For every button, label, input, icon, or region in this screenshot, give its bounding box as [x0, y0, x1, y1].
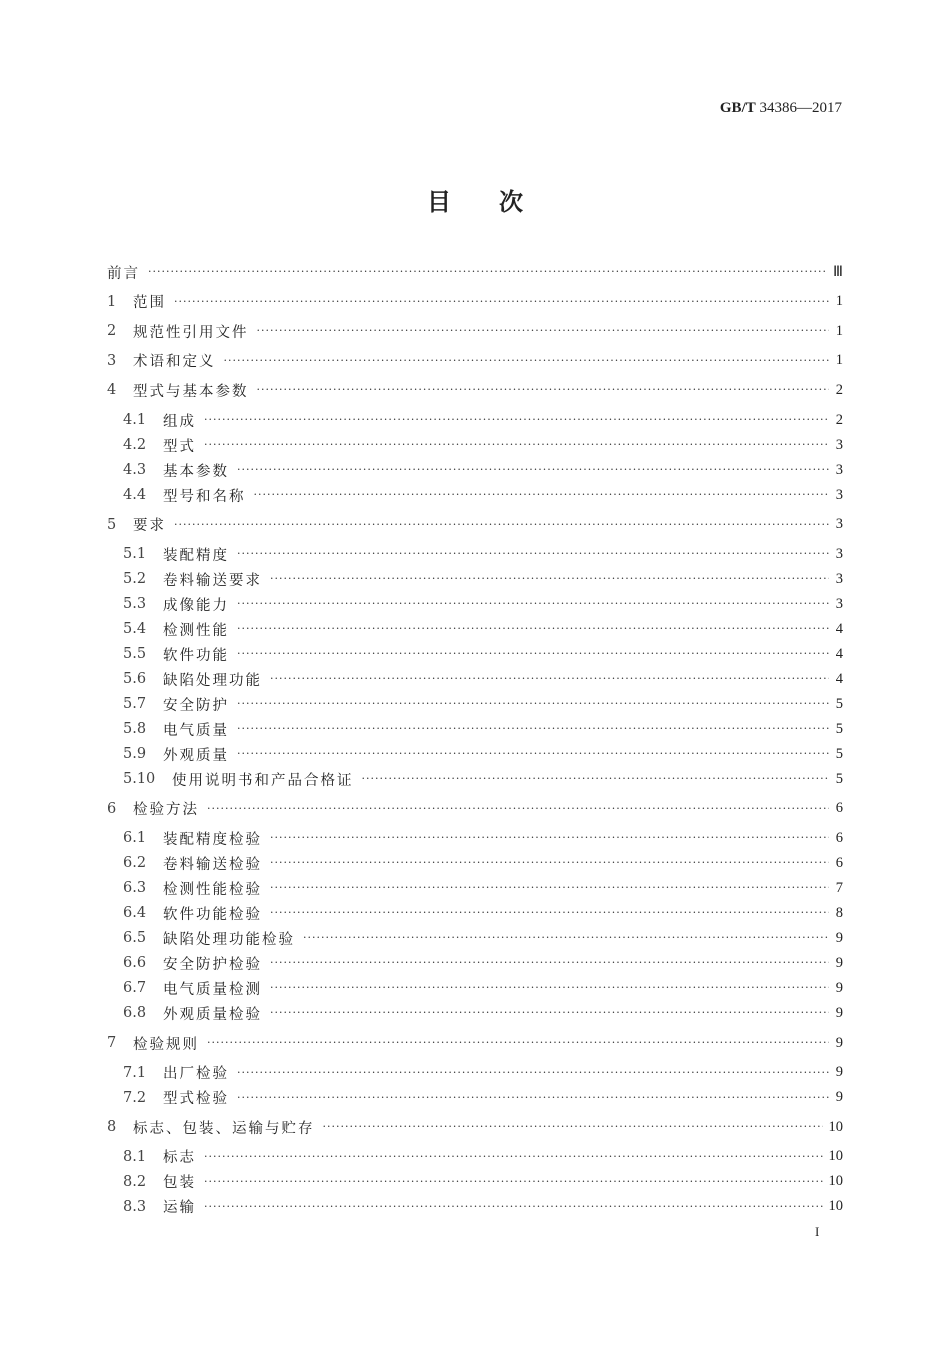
dot-leader: [174, 515, 829, 535]
toc-entry[interactable]: [123, 953, 843, 973]
toc-entry[interactable]: [107, 380, 843, 400]
dot-leader: [270, 569, 829, 589]
toc-entry-title: 要求: [133, 518, 166, 535]
toc-entry-title: 卷料输送要求: [163, 572, 262, 589]
toc-entry-page: 1: [835, 322, 843, 339]
toc-entry-page: 6: [835, 829, 843, 846]
toc-entry[interactable]: [123, 1088, 843, 1108]
toc-entry[interactable]: [107, 292, 843, 312]
toc-entry-number: 8.2: [123, 1173, 147, 1190]
toc-entry-number: 6: [107, 800, 117, 817]
toc-entry[interactable]: [107, 799, 843, 819]
toc-entry-title: 运输: [163, 1200, 196, 1217]
toc-entry-number: 6.3: [123, 880, 147, 897]
toc-entry[interactable]: [107, 515, 843, 535]
dot-leader: [237, 460, 829, 480]
toc-entry-number: 1: [107, 293, 117, 310]
toc-entry-number: 8: [107, 1119, 117, 1136]
toc-entry[interactable]: [123, 744, 843, 764]
dot-leader: [303, 928, 829, 948]
toc-entry-number: 5.6: [123, 671, 147, 688]
toc-entry-page: 1: [835, 293, 843, 310]
toc-entry-page: 8: [835, 904, 843, 921]
toc-entry-title: 标志、包装、运输与贮存: [133, 1120, 315, 1137]
dot-leader: [237, 744, 829, 764]
dot-leader: [148, 262, 827, 282]
toc-entry[interactable]: [107, 262, 843, 282]
toc-entry-page: 10: [828, 1173, 843, 1190]
toc-entry-number: 6.6: [123, 955, 147, 972]
toc-entry-title: 软件功能检验: [163, 906, 262, 923]
toc-entry-page: 9: [835, 1064, 843, 1081]
toc-entry-page: 2: [835, 381, 843, 398]
toc-entry-number: 5.3: [123, 596, 147, 613]
toc-entry-number: 5.5: [123, 646, 147, 663]
toc-entry-number: 5.2: [123, 571, 147, 588]
toc-entry-number: 5.10: [123, 771, 156, 788]
toc-entry-title: 前言: [107, 265, 140, 282]
toc-entry-number: 6.7: [123, 980, 147, 997]
toc-entry[interactable]: [123, 878, 843, 898]
toc-entry-page: 2: [835, 411, 843, 428]
dot-leader: [270, 853, 829, 873]
toc-entry-title: 缺陷处理功能检验: [163, 931, 295, 948]
toc-entry-number: 5.8: [123, 721, 147, 738]
dot-leader: [174, 292, 829, 312]
toc-entry-title: 软件功能: [163, 647, 229, 664]
toc-entry-title: 外观质量检验: [163, 1006, 262, 1023]
dot-leader: [204, 1147, 823, 1167]
toc-entry-page: 3: [835, 595, 843, 612]
toc-entry[interactable]: [123, 485, 843, 505]
toc-entry-title: 型式与基本参数: [133, 383, 249, 400]
toc-entry-page: 9: [835, 1034, 843, 1051]
toc-entry-page: 5: [835, 745, 843, 762]
toc-entry-title: 出厂检验: [163, 1066, 229, 1083]
dot-leader: [237, 1063, 829, 1083]
toc-entry-title: 电气质量检测: [163, 981, 262, 998]
toc-entry-title: 卷料输送检验: [163, 856, 262, 873]
dot-leader: [270, 978, 829, 998]
toc-entry-page: 5: [835, 770, 843, 787]
toc-entry-title: 规范性引用文件: [133, 324, 249, 341]
toc-entry[interactable]: [123, 1197, 843, 1217]
toc-entry-title: 装配精度检验: [163, 831, 262, 848]
toc-entry-number: 6.5: [123, 930, 147, 947]
toc-entry-number: 4.3: [123, 462, 147, 478]
toc-entry[interactable]: [123, 644, 843, 664]
dot-leader: [204, 435, 829, 455]
dot-leader: [237, 694, 829, 714]
dot-leader: [224, 351, 830, 371]
dot-leader: [237, 1088, 829, 1108]
toc-entry[interactable]: [123, 1063, 843, 1083]
toc-entry[interactable]: [123, 828, 843, 848]
toc-entry[interactable]: [123, 719, 843, 739]
dot-leader: [270, 1003, 829, 1023]
toc-entry[interactable]: [123, 928, 843, 948]
toc-entry[interactable]: [123, 978, 843, 998]
toc-entry-page: 9: [835, 1004, 843, 1021]
dot-leader: [237, 719, 829, 739]
toc-entry[interactable]: [123, 1003, 843, 1023]
toc-entry-number: 3: [107, 352, 117, 369]
toc-entry[interactable]: [123, 460, 843, 480]
dot-leader: [270, 669, 829, 689]
toc-entry-number: 5.7: [123, 696, 147, 713]
toc-entry-page: 10: [828, 1118, 843, 1135]
toc-entry-title: 基本参数: [163, 463, 229, 480]
toc-entry[interactable]: [123, 435, 843, 455]
dot-leader: [207, 1033, 829, 1053]
toc-entry-number: 2: [107, 323, 117, 340]
toc-entry-title: 型式: [163, 438, 196, 455]
dot-leader: [204, 1197, 823, 1217]
toc-entry-page: 1: [835, 352, 843, 369]
toc-entry-number: 5.4: [123, 621, 147, 638]
toc-entry-page: 9: [835, 1089, 843, 1106]
toc-entry-title: 安全防护检验: [163, 956, 262, 973]
toc-entry-page: 4: [835, 645, 843, 662]
toc-entry-page: 6: [835, 854, 843, 871]
toc-entry-page: 10: [828, 1148, 843, 1165]
dot-leader: [257, 321, 830, 341]
toc-entry[interactable]: [123, 544, 843, 564]
toc-entry-page: 3: [835, 516, 843, 533]
toc-entry-page: 5: [835, 720, 843, 737]
toc-entry-title: 组成: [163, 413, 196, 430]
toc-entry-number: 5.9: [123, 746, 147, 763]
toc-entry-title: 缺陷处理功能: [163, 672, 262, 689]
dot-leader: [204, 410, 829, 430]
toc-entry-number: 5: [107, 516, 117, 533]
toc-entry[interactable]: [123, 1147, 843, 1167]
toc-entry-title: 范围: [133, 295, 166, 312]
toc-entry[interactable]: [123, 769, 843, 789]
page-number: I: [815, 1224, 820, 1239]
dot-leader: [237, 644, 829, 664]
toc-entry-number: 5.1: [123, 546, 147, 563]
toc-entry[interactable]: [123, 594, 843, 614]
toc-entry-number: 4.4: [123, 487, 147, 503]
dot-leader: [270, 953, 829, 973]
toc-entry-number: 4.2: [123, 437, 147, 453]
page-title: 目次: [427, 188, 571, 216]
dot-leader: [270, 878, 829, 898]
toc-entry-number: 7.2: [123, 1089, 147, 1106]
toc-entry-number: 6.8: [123, 1005, 147, 1022]
dot-leader: [257, 380, 830, 400]
toc-entry-title: 检测性能检验: [163, 881, 262, 898]
toc-entry[interactable]: [123, 569, 843, 589]
toc-entry[interactable]: [123, 410, 843, 430]
dot-leader: [237, 594, 829, 614]
toc-entry-number: 8.1: [123, 1148, 147, 1165]
toc-entry-number: 4: [107, 382, 117, 399]
toc-entry-number: 7.1: [123, 1064, 147, 1081]
toc-entry-page: 9: [835, 979, 843, 996]
standard-code: [720, 100, 842, 117]
toc-entry-number: 6.1: [123, 830, 147, 847]
toc-entry-page: 6: [835, 800, 843, 817]
standard-prefix: GB/T: [719, 100, 756, 116]
toc-entry[interactable]: [123, 853, 843, 873]
toc-entry[interactable]: [123, 903, 843, 923]
toc-entry-title: 型号和名称: [163, 488, 246, 505]
dot-leader: [237, 544, 829, 564]
dot-leader: [237, 619, 829, 639]
toc-entry[interactable]: [107, 351, 843, 371]
toc-entry[interactable]: [107, 1117, 843, 1137]
toc-entry[interactable]: [123, 619, 843, 639]
dot-leader: [254, 485, 830, 505]
toc-entry-page: 9: [835, 929, 843, 946]
toc-entry-title: 检测性能: [163, 622, 229, 639]
toc-entry-page: 5: [835, 695, 843, 712]
toc-entry-page: 9: [835, 954, 843, 971]
toc-entry[interactable]: [107, 1033, 843, 1053]
toc-entry-page: 3: [835, 436, 843, 453]
toc-entry-title: 包装: [163, 1175, 196, 1192]
toc-entry-page: 3: [835, 461, 843, 478]
dot-leader: [323, 1117, 823, 1137]
toc-entry[interactable]: [107, 321, 843, 341]
toc-entry-page: 4: [835, 670, 843, 687]
toc-entry-page: Ⅲ: [833, 263, 843, 280]
toc-entry-title: 安全防护: [163, 697, 229, 714]
dot-leader: [270, 903, 829, 923]
toc-entry[interactable]: [123, 1172, 843, 1192]
toc-entry-title: 使用说明书和产品合格证: [172, 772, 354, 789]
toc-entry-title: 术语和定义: [133, 354, 216, 371]
dot-leader: [362, 769, 830, 789]
standard-number: 34386—2017: [759, 100, 842, 116]
toc-entry-title: 装配精度: [163, 547, 229, 564]
toc-entry-title: 检验规则: [133, 1036, 199, 1053]
toc-entry-title: 检验方法: [133, 802, 199, 819]
toc-entry[interactable]: [123, 694, 843, 714]
toc-entry-title: 外观质量: [163, 747, 229, 764]
toc-entry-title: 型式检验: [163, 1091, 229, 1108]
dot-leader: [207, 799, 829, 819]
toc-entry-number: 6.2: [123, 855, 147, 872]
toc-entry[interactable]: [123, 669, 843, 689]
toc-entry-page: 4: [835, 620, 843, 637]
toc-entry-page: 3: [835, 570, 843, 587]
toc-entry-number: 8.3: [123, 1198, 147, 1215]
toc-entry-title: 电气质量: [163, 722, 229, 739]
toc-entry-page: 3: [835, 486, 843, 503]
dot-leader: [270, 828, 829, 848]
toc-entry-page: 7: [835, 879, 843, 896]
toc-entry-title: 标志: [163, 1150, 196, 1167]
dot-leader: [204, 1172, 823, 1192]
toc-entry-page: 10: [828, 1198, 843, 1215]
toc-entry-number: 6.4: [123, 905, 147, 922]
toc-entry-number: 4.1: [123, 412, 147, 428]
toc-entry-page: 3: [835, 545, 843, 562]
toc-entry-title: 成像能力: [163, 597, 229, 614]
toc-entry-number: 7: [107, 1035, 117, 1051]
